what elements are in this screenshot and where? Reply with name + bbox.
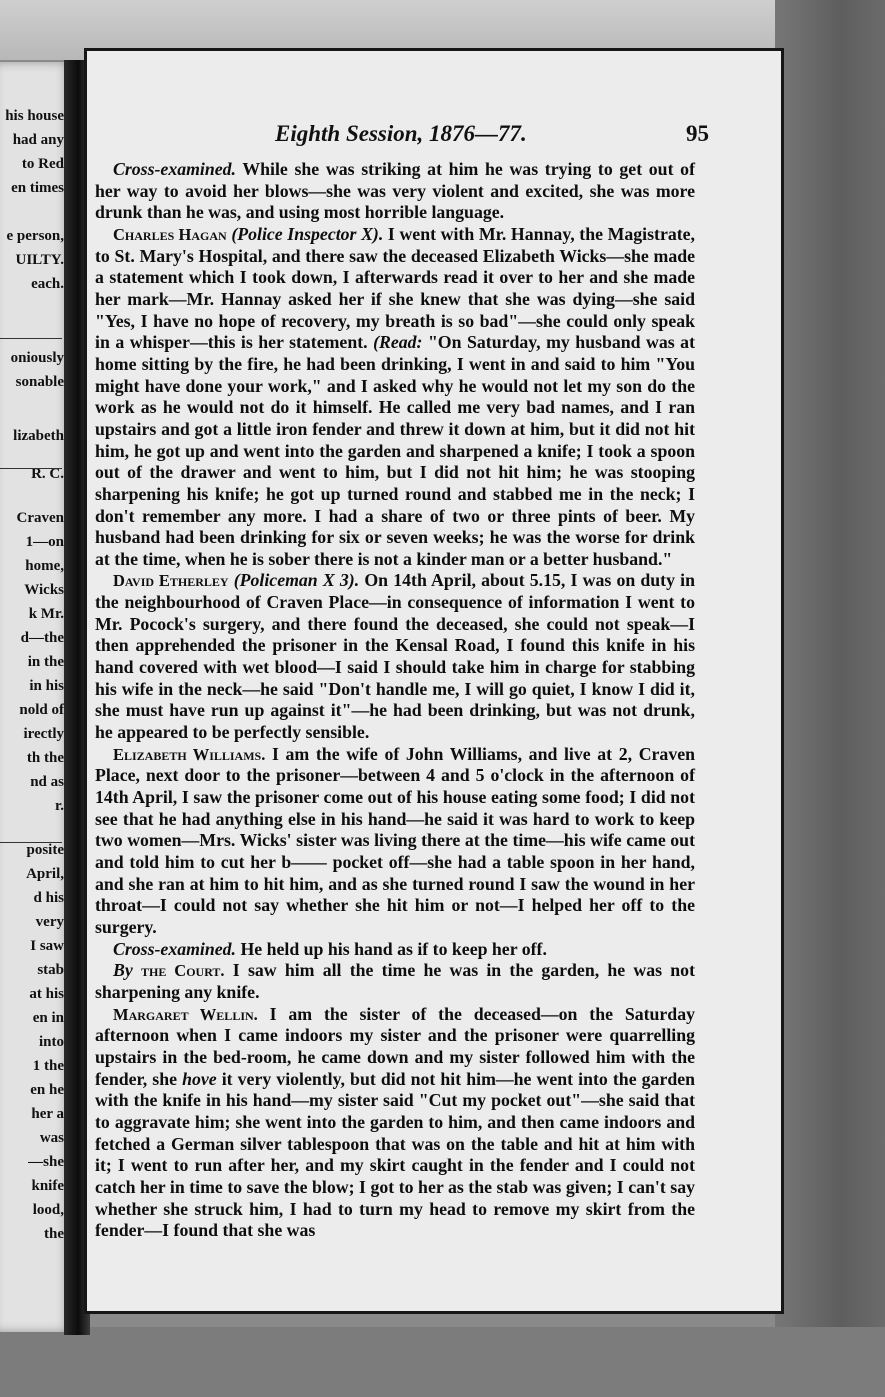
paragraph-text: On 14th April, about 5.15, I was on duty in the neighbourhood of Craven Place—in consequence of information I went to Mr. Pocock's surgery, and there found the deceased, she could not speak—I then apprehended the prisoner in the Kensal Road, I found this knife in his hand covered with wet blood—I said I should take him in charge for stabbing his wife in the neck—he said "Don't handle me, I will go quiet, I know I did it, she must have run up against it"—he had been drinking, but was not drunk, he appeared to be perfectly sensible. [95, 570, 695, 743]
left-page-text-fragment: nold of [19, 702, 64, 718]
running-title: Eighth Session, 1876—77. [275, 121, 527, 146]
paragraph-margaret-wellin [95, 1004, 695, 1242]
left-page-text-fragment: her a [31, 1106, 64, 1122]
left-page-text-fragment: in his [29, 678, 64, 694]
paragraph-cross-examined-2 [95, 939, 695, 961]
italic-word: hove [182, 1068, 217, 1089]
paragraph-elizabeth-williams [95, 744, 695, 939]
left-page-text-fragment: 1—on [25, 534, 64, 550]
left-page-text-fragment: had any [12, 132, 64, 148]
left-page-text-fragment: in the [27, 654, 64, 670]
witness-role: (Police Inspector X). [226, 223, 384, 244]
page-body [95, 159, 695, 1242]
left-page-text-fragment: lizabeth [13, 428, 64, 444]
paragraph-text: He held up his hand as if to keep her off. [236, 938, 547, 959]
paragraph-text: I am the wife of John Williams, and live at 2, Craven Place, next door to the prisoner—between 4 and 5 o'clock in the afternoon of 14th April, I saw the prisoner come out of his house eating some food; I did not see that he had anything else in his hand—he said it was hard to work to keep two women—Mrs. Wicks' sister was living there at the time—his wife came out and told him to cut her b—— pocket off—she had a table spoon in her hand, and she ran at him to hit him, and as she turned round I saw the wound in her throat—I could not say whether she hit him or not—I helped her off to the surgery. [95, 743, 695, 937]
left-page-text-fragment: posite [26, 842, 64, 858]
left-page-text-fragment: was [39, 1130, 64, 1146]
left-page-text-fragment: th the [26, 750, 64, 766]
left-page-text-fragment: his house [5, 108, 64, 124]
left-page-text-fragment: sonable [15, 374, 64, 390]
left-page-text-fragment: very [35, 914, 64, 930]
left-page-text-fragment: home, [25, 558, 64, 574]
witness-name: David Etherley [113, 571, 229, 591]
left-page-text-fragment: oniously [10, 350, 64, 366]
left-page-text-fragment: stab [37, 962, 64, 978]
paragraph-text: it very violently, but did not hit him—he went into the garden with the knife in his hand—my sister said "Cut my pocket out"—she said that to aggravate him; she went into the garden to him, and then came indoors and fetched a German silver tablespoon that was on the table and hit at him with it; I went to run after her, and my skirt caught in the fender and I could not catch her in time to save the blow; I got to her as the stab was given; I can't say whether she struck him, I had to turn my head to remove my skirt from the fender—I found that she was [95, 1068, 696, 1241]
paragraph-lead: Cross-examined. [113, 938, 236, 959]
left-page-text-fragment: 1 the [32, 1058, 64, 1074]
left-page-text-fragment: each. [31, 276, 64, 292]
left-page-rule [0, 338, 62, 339]
book-page [84, 48, 784, 1314]
paragraph-text: While she was striking at him he was trying to get out of her way to avoid her blows—she was very violent and excited, she was more drunk than he was, and using most horrible language. [95, 159, 695, 223]
paragraph-david-etherley [95, 570, 695, 743]
left-page-text-fragment: —she [28, 1154, 64, 1170]
paragraph-by-the-court [95, 960, 695, 1003]
paragraph-lead-court: the Court. [141, 961, 225, 981]
paragraph-text: I am the sister of the deceased—on the Saturday afternoon when I came indoors my sister and the prisoner were quarrelling upstairs in the bed-room, he came down and my sister followed him with the fender, she [95, 1003, 695, 1089]
left-page-text-fragment: to Red [21, 156, 64, 172]
left-page-text-fragment: the [44, 1226, 64, 1242]
left-page-text-fragment: at his [29, 986, 64, 1002]
paragraph-text: I saw him all the time he was in the garden, he was not sharpening any knife. [95, 960, 695, 1002]
left-page-text-fragment: irectly [23, 726, 64, 742]
left-page-text-fragment: en he [30, 1082, 64, 1098]
left-page-text-fragment: knife [31, 1178, 64, 1194]
left-page-text-fragment: k Mr. [28, 606, 64, 622]
scan-background-bottom [0, 1327, 885, 1397]
left-page-text-fragment: en times [11, 180, 64, 196]
left-page-text-fragment: April, [26, 866, 64, 882]
left-page-text-fragment: r. [54, 798, 64, 814]
left-page-text-fragment: R. C. [31, 466, 64, 482]
dying-statement: "On Saturday, my husband was at home sitting by the fire, he had been drinking, I went in and said to him "You might have done your work," and I asked why he would not let my son do the work as he would not do it himself. He called me very bad names, and I ran upstairs and got a little iron fender and threw it down at him, but it did not hit him, he got up and went into the garden and sharpened a knife; I took a spoon out of the drawer and went to him, but I did not hit him; he was stooping sharpening his knife; he got up turned round and stabbed me in the neck; I don't remember any more. I had a share of two or three pints of beer. My husband had been drinking for six or seven weeks; he was the worse for drink at the time, when he is sober there is not a kinder man or a better husband." [95, 332, 695, 569]
paragraph-cross-examined-1 [95, 159, 695, 224]
left-page-text-fragment: d—the [20, 630, 64, 646]
previous-page-edge [0, 62, 72, 1332]
read-label: (Read: [367, 332, 423, 353]
running-head [95, 121, 709, 147]
left-page-text-fragment: Wicks [24, 582, 64, 598]
paragraph-charles-hagan [95, 224, 695, 571]
left-page-text-fragment: lood, [32, 1202, 64, 1218]
left-page-text-fragment: d his [33, 890, 64, 906]
left-page-text-fragment: e person, [6, 228, 64, 244]
left-page-rule [0, 842, 62, 843]
left-page-text-fragment: into [38, 1034, 64, 1050]
paragraph-lead: By [113, 960, 133, 981]
left-page-text-fragment: nd as [30, 774, 64, 790]
witness-role: (Policeman X 3). [228, 570, 360, 591]
left-page-text-fragment: en in [32, 1010, 64, 1026]
scan-background-right [775, 0, 885, 1397]
witness-name: Elizabeth Williams. [113, 744, 266, 764]
left-page-rule [0, 468, 62, 469]
left-page-text-fragment: Craven [16, 510, 64, 526]
witness-name: Charles Hagan [113, 224, 227, 244]
witness-name: Margaret Wellin. [113, 1004, 258, 1024]
paragraph-text: I went with Mr. Hannay, the Magistrate, to St. Mary's Hospital, and there saw the deceased Elizabeth Wicks—she made a statement which I took down, I afterwards read it over to her and she made her mark—Mr. Hannay asked her if she knew that she was dying—she said "Yes, I have no hope of recovery, my breath is so bad"—she could only speak in a whisper—this is her statement. [95, 223, 695, 353]
page-number: 95 [686, 121, 709, 146]
paragraph-lead: Cross-examined. [113, 159, 236, 179]
left-page-text-fragment: UILTY. [15, 252, 64, 268]
left-page-text-fragment: I saw [30, 938, 64, 954]
